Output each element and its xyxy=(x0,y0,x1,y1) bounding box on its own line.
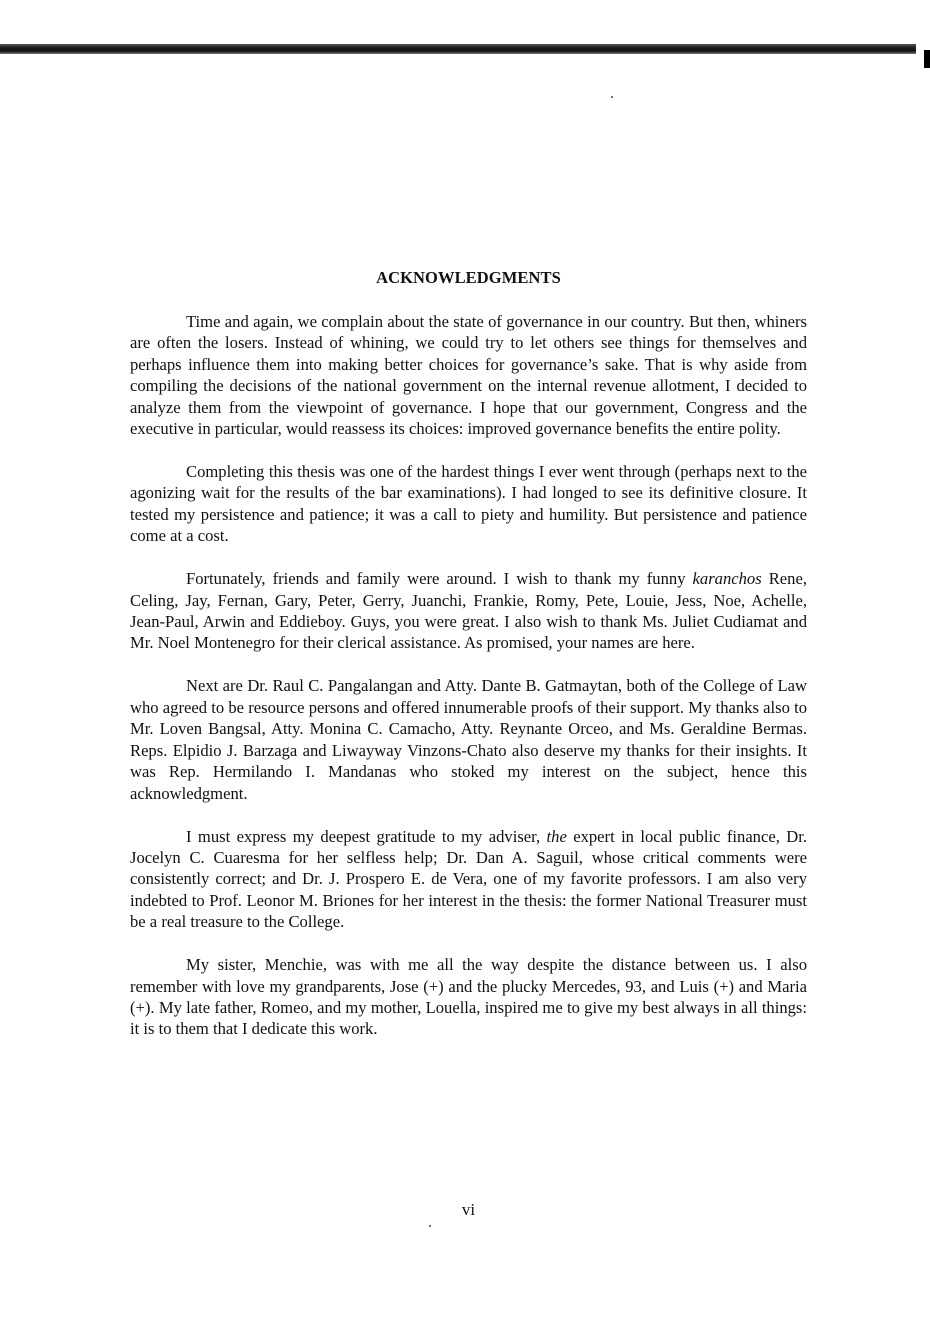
paragraph-adviser xyxy=(130,826,807,933)
scan-speck xyxy=(429,1225,431,1227)
scan-edge-mark xyxy=(924,50,930,68)
emphasis-the: the xyxy=(546,826,567,846)
paragraph-friends-start: Fortunately, friends and family were around. I wish to thank my funny xyxy=(186,569,693,589)
paragraph-adviser-start: I must express my deepest gratitude to my adviser, xyxy=(186,826,547,846)
scan-speck xyxy=(611,96,613,98)
page-title: ACKNOWLEDGMENTS xyxy=(376,268,561,287)
emphasis-karanchos: karanchos xyxy=(692,569,762,589)
paragraph-friends xyxy=(130,568,807,654)
scan-top-rule xyxy=(0,44,916,54)
paragraph-governance: Time and again, we complain about the state of governance in our country. But then, whiners are often the losers. Instead of whining, we could try to let others see things for themselves and perhaps influence them into making better choices for governance’s sake. That is why aside from compiling the decisions of the national government on the internal revenue allotment, I decided to analyze them from the viewpoint of governance. I hope that our government, Congress and the executive in particular, would reassess its choices: improved governance benefits the entire polity. xyxy=(130,312,807,439)
paragraph-resource-persons: Next are Dr. Raul C. Pangalangan and Atty. Dante B. Gatmaytan, both of the College of Law who agreed to be resource persons and offered innumerable proofs of their support. My thanks also to Mr. Loven Bangsal, Atty. Monina C. Camacho, Atty. Reynante Orceo, and Ms. Geraldine Bermas. Reps. Elpidio J. Barzaga and Liwayway Vinzons-Chato also deserve my thanks for their insights. It was Rep. Hermilando I. Mandanas who stoked my interest on the subject, hence this acknowledgment. xyxy=(130,676,807,803)
paragraph-thesis-completion: Completing this thesis was one of the hardest things I ever went through (perhaps next to the agonizing wait for the results of the bar examinations). I had longed to see its definitive closure. It tested my persistence and patience; it was a call to piety and humility. But persistence and patience come at a cost. xyxy=(130,462,807,546)
paragraph-family: My sister, Menchie, was with me all the way despite the distance between us. I also remember with love my grandparents, Jose (+) and the plucky Mercedes, 93, and Luis (+) and Maria (+). My late father, Romeo, and my mother, Louella, inspired me to give my best always in all things: it is to them that I dedicate this work. xyxy=(130,955,807,1039)
paragraph-friends-end: Rene, Celing, Jay, Fernan, Gary, Peter, Gerry, Juanchi, Frankie, Romy, Pete, Louie, Jess, Noe, Achelle, Jean-Paul, Arwin and Eddieboy. Guys, you were great. I also wish to thank Ms. Juliet Cudiamat and Mr. Noel Montenegro for their clerical assistance. As promised, your names are here. xyxy=(130,569,807,653)
acknowledgments-body xyxy=(130,311,807,1061)
page-number: vi xyxy=(461,1200,476,1219)
paragraph-adviser-end: expert in local public finance, Dr. Jocelyn C. Cuaresma for her selfless help; Dr. Dan A. Saguil, whose critical comments were consistently correct; and Dr. J. Prospero E. de Vera, one of my favorite professors. I am also very indebted to Prof. Leonor M. Briones for her interest in the thesis: the former National Treasurer must be a real treasure to the College. xyxy=(130,826,807,932)
